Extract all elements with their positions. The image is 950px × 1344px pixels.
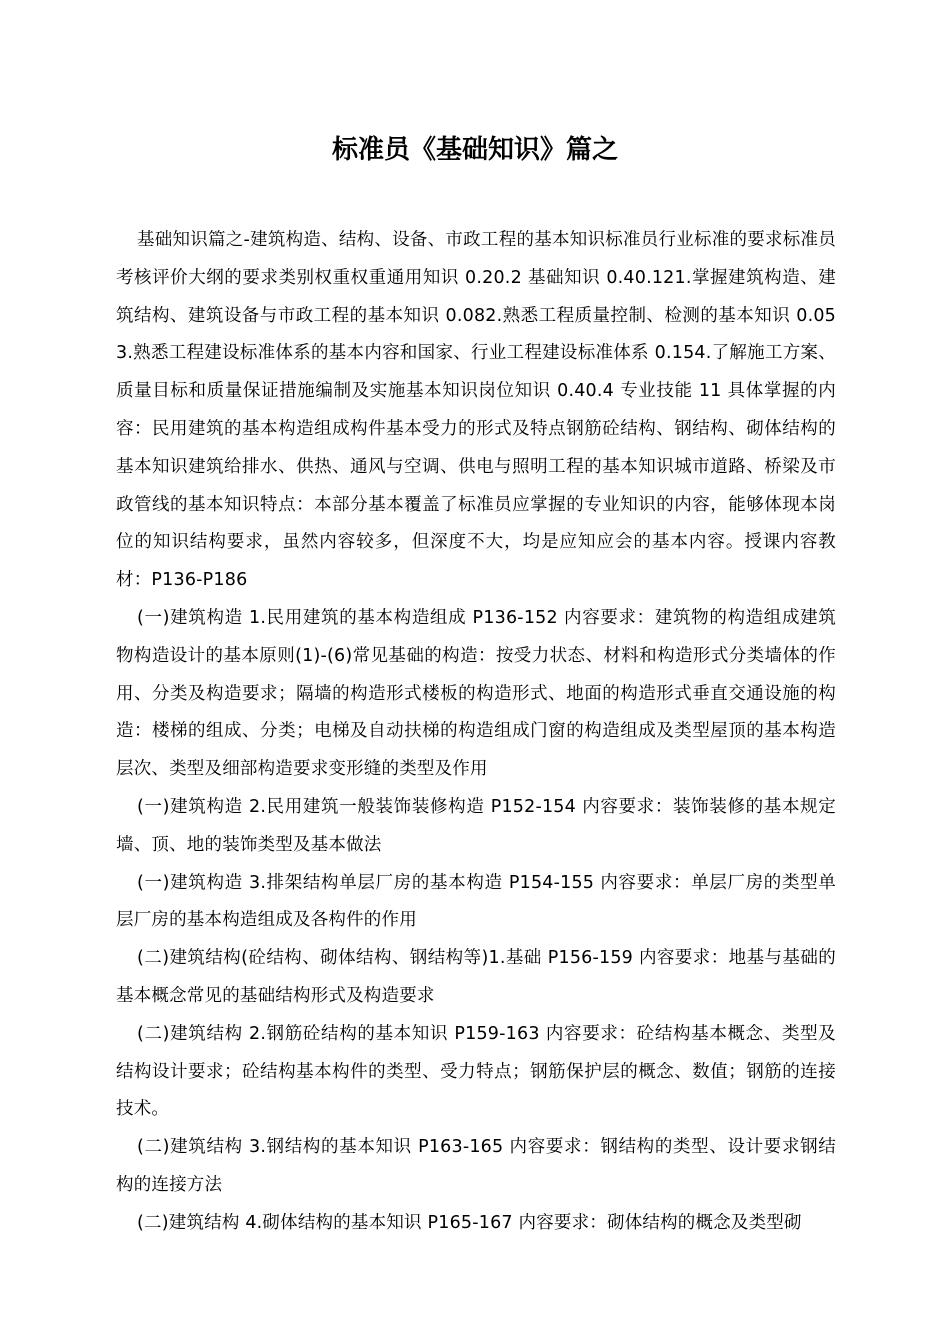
paragraph-structure-1: (二)建筑结构(砼结构、砌体结构、钢结构等)1.基础 P156-159 内容要求：地基与基础的基本概念常见的基础结构形式及构造要求 xyxy=(116,948,836,1006)
paragraph-structure-3: (二)建筑结构 3.钢结构的基本知识 P163-165 内容要求：钢结构的类型、设计要求钢结构的连接方法 xyxy=(116,1137,836,1195)
paragraph-intro: 基础知识篇之-建筑构造、结构、设备、市政工程的基本知识标准员行业标准的要求标准员考核评价大纲的要求类别权重权重通用知识 0.20.2 基础知识 0.40.121.掌握建筑构造、建筑结构、建筑设备与市政工程的基本知识 0.082.熟悉工程质量控制、检测的基本知识 0.053.熟悉工程建设标准体系的基本内容和国家、行业工程建设标准体系 0.154.了解施工方案、质量目标和质量保证措施编制及实施基本知识岗位知识 0.40.4 专业技能 11 具体掌握的内容：民用建筑的基本构造组成构件基本受力的形式及特点钢筋砼结构、钢结构、砌体结构的基本知识建筑给排水、供热、通风与空调、供电与照明工程的基本知识城市道路、桥梁及市政管线的基本知识特点：本部分基本覆盖了标准员应掌握的专业知识的内容，能够体现本岗位的知识结构要求，虽然内容较多，但深度不大，均是应知应会的基本内容。授课内容教材：P136-P186 xyxy=(116,230,836,591)
paragraph-structure-4: (二)建筑结构 4.砌体结构的基本知识 P165-167 内容要求：砌体结构的概念及类型砌 xyxy=(137,1212,802,1233)
paragraph-structure-2: (二)建筑结构 2.钢筋砼结构的基本知识 P159-163 内容要求：砼结构基本概念、类型及结构设计要求；砼结构基本构件的类型、受力特点；钢筋保护层的概念、数值；钢筋的连接技术。 xyxy=(116,1023,836,1120)
paragraph-construction-3: (一)建筑构造 3.排架结构单层厂房的基本构造 P154-155 内容要求：单层厂房的类型单层厂房的基本构造组成及各构件的作用 xyxy=(116,872,836,931)
paragraph-construction-2: (一)建筑构造 2.民用建筑一般装饰装修构造 P152-154 内容要求：装饰装修的基本规定墙、顶、地的装饰类型及基本做法 xyxy=(116,796,836,855)
document-title: 标准员《基础知识》篇之 xyxy=(331,135,618,165)
document-body xyxy=(116,222,836,1243)
paragraph-construction-1: (一)建筑构造 1.民用建筑的基本构造组成 P136-152 内容要求：建筑物的构造组成建筑物构造设计的基本原则(1)-(6)常见基础的构造：按受力状态、材料和构造形式分类墙体的作用、分类及构造要求；隔墙的构造形式楼板的构造形式、地面的构造形式垂直交通设施的构造：楼梯的组成、分类；电梯及自动扶梯的构造组成门窗的构造组成及类型屋顶的基本构造层次、类型及细部构造要求变形缝的类型及作用 xyxy=(116,607,836,780)
